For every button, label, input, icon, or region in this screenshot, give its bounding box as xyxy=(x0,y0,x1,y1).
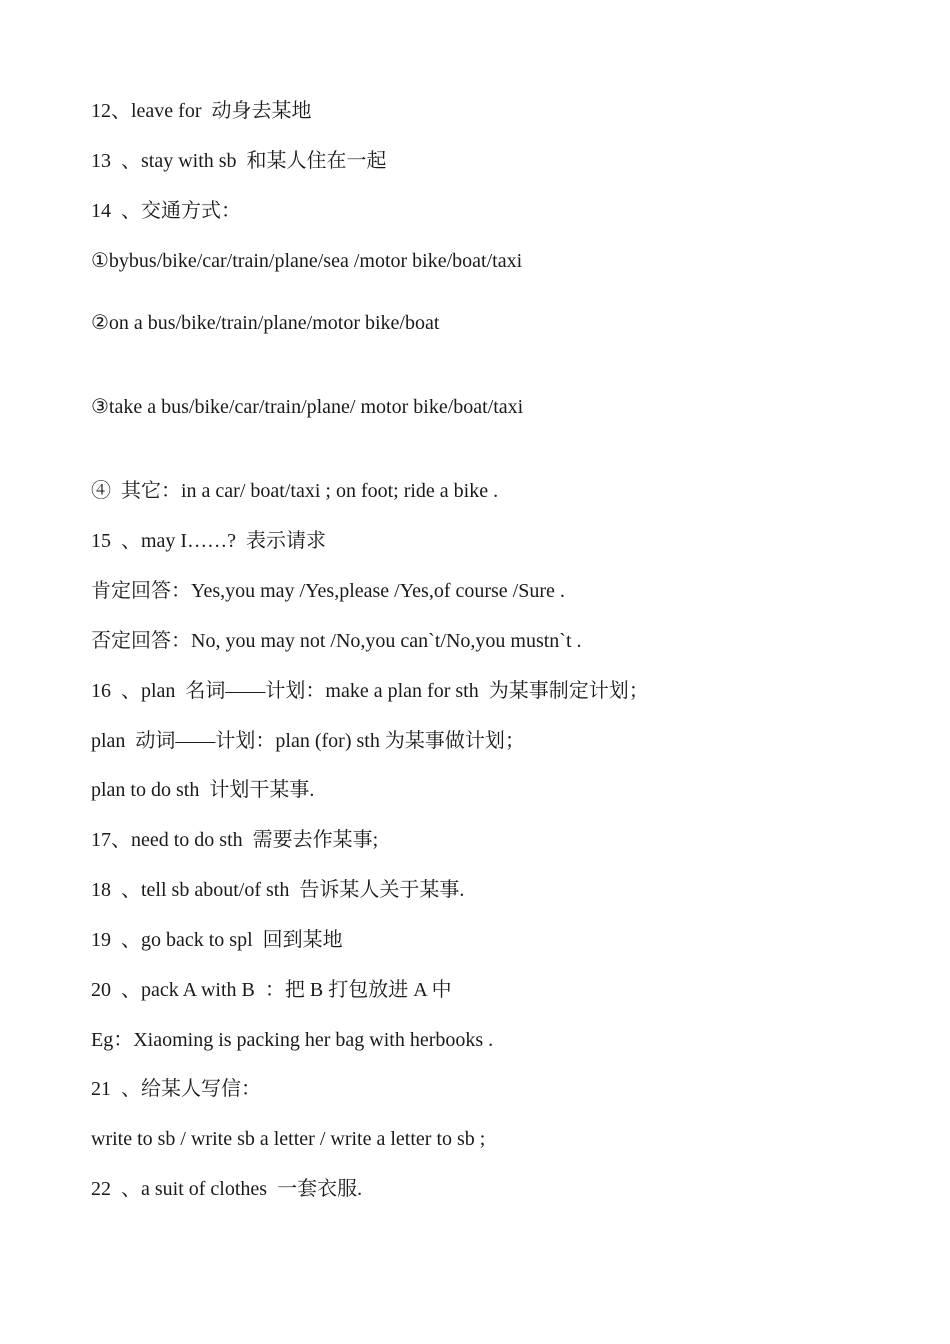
note-line-17: 17、need to do sth 需要去作某事; xyxy=(91,829,379,851)
plan-verb-line: plan 动词——计划：plan (for) sth 为某事做计划； xyxy=(91,730,525,752)
note-line-14: 14 、交通方式： xyxy=(91,200,241,222)
transport-line-1: ①bybus/bike/car/train/plane/sea /motor bike/boat/taxi xyxy=(91,250,523,272)
note-line-20: 20 、pack A with B ：把 B 打包放进 A 中 xyxy=(91,979,452,1001)
transport-line-2: ②on a bus/bike/train/plane/motor bike/boat xyxy=(91,312,440,334)
plan-to-do-line: plan to do sth 计划干某事. xyxy=(91,779,315,801)
write-letter-line: write to sb / write sb a letter / write a letter to sb ; xyxy=(91,1128,486,1150)
note-line-16: 16 、plan 名词——计划：make a plan for sth 为某事制定计划； xyxy=(91,680,649,702)
note-line-22: 22 、a suit of clothes 一套衣服. xyxy=(91,1178,363,1200)
note-line-13: 13 、stay with sb 和某人住在一起 xyxy=(91,150,387,172)
note-line-21: 21 、给某人写信： xyxy=(91,1078,261,1100)
note-line-19: 19 、go back to spl 回到某地 xyxy=(91,929,343,951)
transport-line-3: ③take a bus/bike/car/train/plane/ motor bike/boat/taxi xyxy=(91,396,524,418)
note-line-18: 18 、tell sb about/of sth 告诉某人关于某事. xyxy=(91,879,465,901)
note-line-12: 12、leave for 动身去某地 xyxy=(91,100,312,122)
transport-line-4: ④ 其它：in a car/ boat/taxi ; on foot; ride a bike . xyxy=(91,480,499,502)
negative-answer-line: 否定回答：No, you may not /No,you can`t/No,you mustn`t . xyxy=(91,630,582,652)
example-line: Eg：Xiaoming is packing her bag with herbooks . xyxy=(91,1029,494,1051)
note-line-15: 15 、may I……? 表示请求 xyxy=(91,530,326,552)
positive-answer-line: 肯定回答：Yes,you may /Yes,please /Yes,of course /Sure . xyxy=(91,580,565,602)
